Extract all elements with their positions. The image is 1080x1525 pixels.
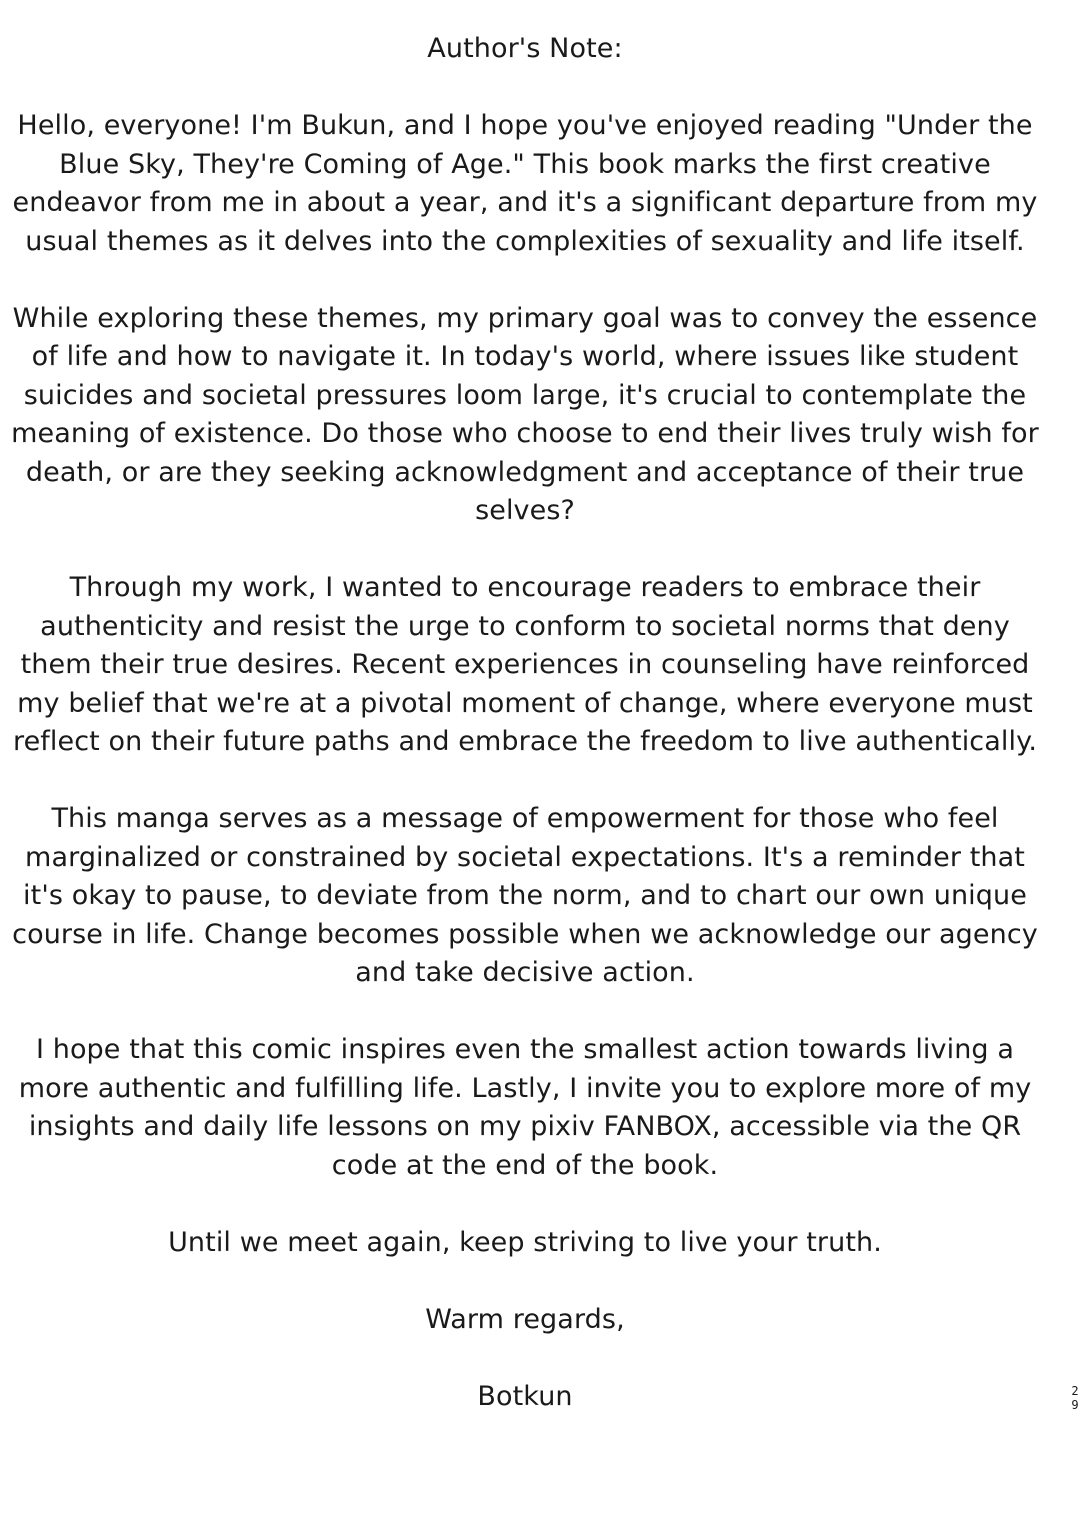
page-number-digit: 2 [1071, 1384, 1079, 1398]
note-paragraph-6: Until we meet again, keep striving to live your truth. [168, 1226, 882, 1258]
closing-line: Warm regards, [425, 1303, 625, 1335]
note-paragraph-1: Hello, everyone! I'm Bukun, and I hope you've enjoyed reading "Under the Blue Sky, They're Coming of Age." This book marks the first creative endeavor from me in about a year, and it's a significant departure from my usual themes as it delves into the complexities of sexuality and life itself. [12, 110, 1038, 257]
note-paragraph-2: While exploring these themes, my primary goal was to convey the essence of life and how to navigate it. In today's world, where issues like student suicides and societal pressures loom large, it's crucial to contemplate the meaning of existence. Do those who choose to end their lives truly wish for death, or are they seeking acknowledgment and acceptance of their true selves? [11, 302, 1039, 526]
page-number-digit: 9 [1071, 1398, 1079, 1412]
note-paragraph-3: Through my work, I wanted to encourage readers to embrace their authenticity and resist the urge to conform to societal norms that deny them their true desires. Recent experiences in counseling have reinforced my belief that we're at a pivotal moment of change, where everyone must reflect on their future paths and embrace the freedom to live authentically. [12, 572, 1038, 757]
note-title: Author's Note: [427, 33, 623, 64]
page-number [1068, 1384, 1080, 1412]
authors-note [10, 30, 1040, 1455]
note-paragraph-4: This manga serves as a message of empowerment for those who feel marginalized or constrained by societal expectations. It's a reminder that it's okay to pause, to deviate from the norm, and to chart our own unique course in life. Change becomes possible when we acknowledge our agency and take decisive action. [12, 803, 1038, 988]
note-paragraph-5: I hope that this comic inspires even the smallest action towards living a more authentic and fulfilling life. Lastly, I invite you to explore more of my insights and daily life lessons on my pixiv FANBOX, accessible via the QR code at the end of the book. [18, 1034, 1032, 1181]
author-signature: Botkun [477, 1380, 573, 1412]
